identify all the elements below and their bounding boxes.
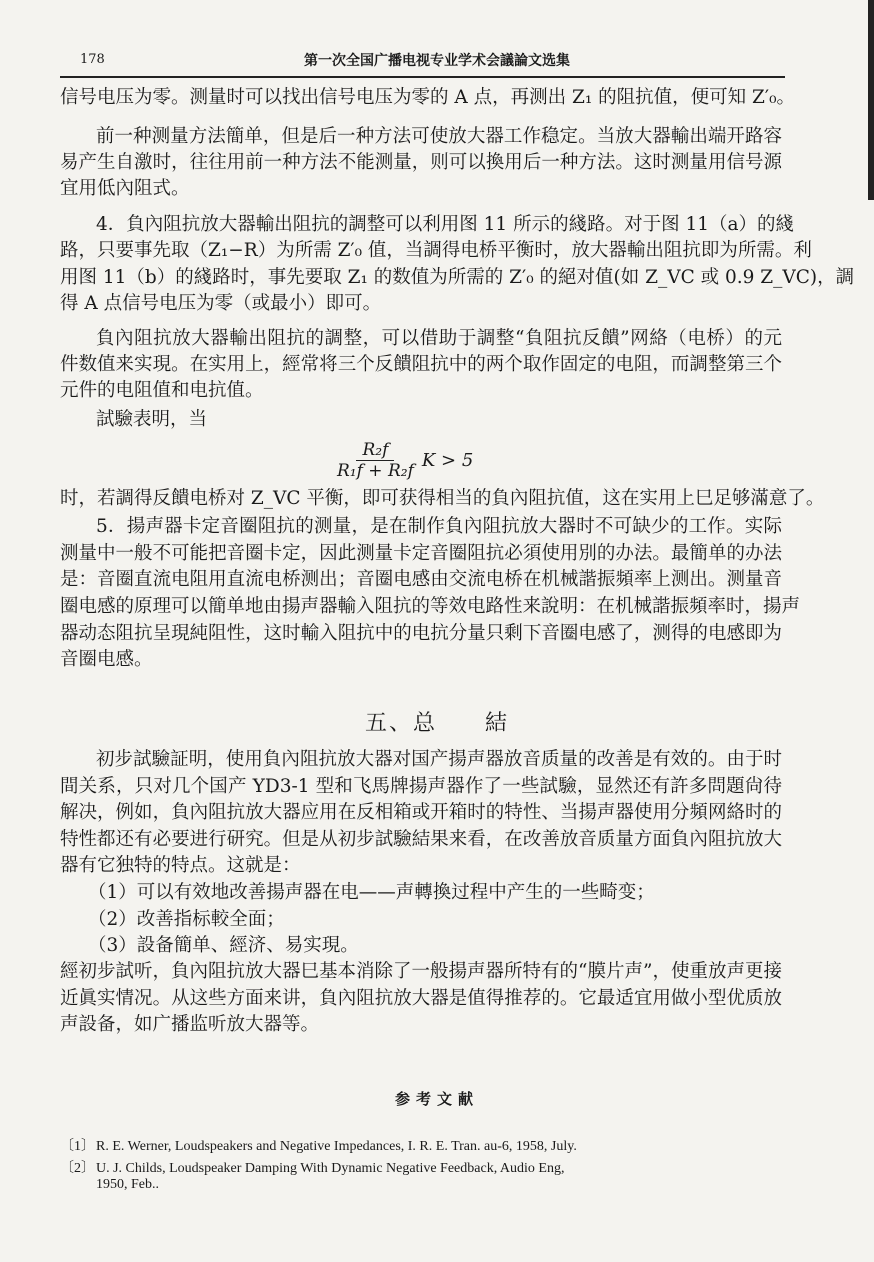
text-line: 测量中一般不可能把音圈卡定，因此测量卡定音圈阻抗必須使用別的办法。最簡单的办法 — [60, 543, 782, 564]
text-line: 声設备，如广播监听放大器等。 — [60, 1014, 320, 1035]
reference-text: R. E. Werner, Loudspeakers and Negative Impedances, I. R. E. Tran. au-6, 1958, July. — [96, 1139, 577, 1154]
text-line: 初步試驗証明，使用負內阻抗放大器对国产揚声器放音质量的改善是有效的。由于时 — [96, 749, 782, 770]
reference-text: U. J. Childs, Loudspeaker Damping With Dynamic Negative Feedback, Audio Eng, — [96, 1161, 565, 1176]
text-line: 信号电压为零。测量时可以找出信号电压为零的 A 点，再测出 Z₁ 的阻抗值，便可知 Z′₀。 — [60, 87, 796, 108]
text-line: 宜用低內阻式。 — [60, 178, 190, 199]
list-item: （2）改善指标較全面； — [88, 909, 285, 930]
references-heading: 参考文献 — [394, 1090, 479, 1108]
formula-rest: K > 5 — [421, 450, 474, 471]
text-line: 圈电感的原理可以簡单地由揚声器輸入阻抗的等效电路性来說明：在机械諧振頻率时，揚声 — [60, 596, 801, 617]
list-item: （1）可以有效地改善揚声器在电——声轉換过程中产生的一些畸变； — [88, 882, 655, 903]
reference-marker: 〔1〕 — [60, 1139, 95, 1154]
text-line: 用图 11（b）的綫路时，事先要取 Z₁ 的数值为所需的 Z′₀ 的絕对值(如 Z_VC 或 0.9 Z_VC)，調 — [60, 267, 855, 288]
text-line: 是：音圈直流电阻用直流电桥测出；音圈电感由交流电桥在机械諧振頻率上测出。测量音 — [60, 569, 782, 590]
reference-marker: 〔2〕 — [60, 1161, 95, 1176]
text-line: 器有它独特的特点。这就是： — [60, 855, 301, 876]
reference-item-continuation: 1950, Feb.. — [96, 1177, 159, 1192]
reference-item — [60, 1135, 577, 1155]
text-line: 时，若調得反饋电桥对 Z_VC 平衡，即可获得相当的負內阻抗值，这在实用上巳足够滿意了。 — [60, 488, 825, 509]
header-rule — [60, 76, 785, 78]
section-heading — [0, 706, 874, 737]
text-line: 解决，例如，負內阻抗放大器应用在反相箱或开箱时的特性、当揚声器使用分頻网絡时的 — [60, 802, 782, 823]
numerator: R₂f — [356, 440, 394, 461]
denominator: R₁f + R₂f — [337, 461, 414, 481]
page-number: 178 — [80, 52, 105, 67]
text-line: 5．揚声器卡定音圈阻抗的测量，是在制作負內阻抗放大器时不可缺少的工作。实际 — [96, 516, 782, 537]
text-line: 試驗表明，当 — [96, 409, 208, 430]
text-line: 件数值来实現。在实用上，經常将三个反饋阻抗中的两个取作固定的电阻，而調整第三个 — [60, 354, 782, 375]
reference-item — [60, 1157, 564, 1177]
text-line: 經初步試听，負內阻抗放大器巳基本消除了一般揚声器所特有的“膜片声”，使重放声更接 — [60, 961, 782, 982]
fraction — [333, 440, 418, 481]
text-line: 4．負內阻抗放大器輸出阻抗的調整可以利用图 11 所示的綫路。对于图 11（a）的綫 — [96, 214, 795, 235]
text-line: 負內阻抗放大器輸出阻抗的調整，可以借助于調整“負阻抗反饋”网絡（电桥）的元 — [96, 328, 782, 349]
list-item: （3）設备簡单、經济、易实現。 — [88, 935, 359, 956]
text-line: 元件的电阻值和电抗值。 — [60, 380, 264, 401]
text-line: 間关系，只对几个国产 YD3-1 型和飞馬牌揚声器作了一些試驗，显然还有許多問題尙待 — [60, 776, 782, 797]
text-line: 近眞实情况。从这些方面来讲，負內阻抗放大器是值得推荐的。它最适宜用做小型优质放 — [60, 988, 782, 1009]
text-line: 前一种测量方法簡单，但是后一种方法可使放大器工作稳定。当放大器輸出端开路容 — [96, 126, 782, 147]
inequality-formula — [333, 440, 473, 481]
text-line: 得 A 点信号电压为零（或最小）即可。 — [60, 293, 382, 314]
text-line: 易产生自激时，往往用前一种方法不能测量，则可以換用后一种方法。这时测量用信号源 — [60, 152, 782, 173]
running-title: 第一次全国广播电视专业学术会議論文选集 — [304, 53, 570, 69]
text-line: 音圈电感。 — [60, 649, 153, 670]
text-line: 路，只要事先取（Z₁−R）为所需 Z′₀ 值，当調得电桥平衡时，放大器輸出阻抗即为所需。利 — [60, 240, 812, 261]
text-line: 特性都还有必要进行研究。但是从初步試驗結果来看，在改善放音质量方面負內阻抗放大 — [60, 829, 782, 850]
scan-edge — [868, 0, 874, 200]
text-line: 器动态阻抗呈現純阻性，这时輸入阻抗中的电抗分量只剩下音圈电感了，测得的电感即为 — [60, 623, 782, 644]
section-number: 五、总 — [364, 711, 437, 736]
section-title: 結 — [485, 711, 510, 736]
